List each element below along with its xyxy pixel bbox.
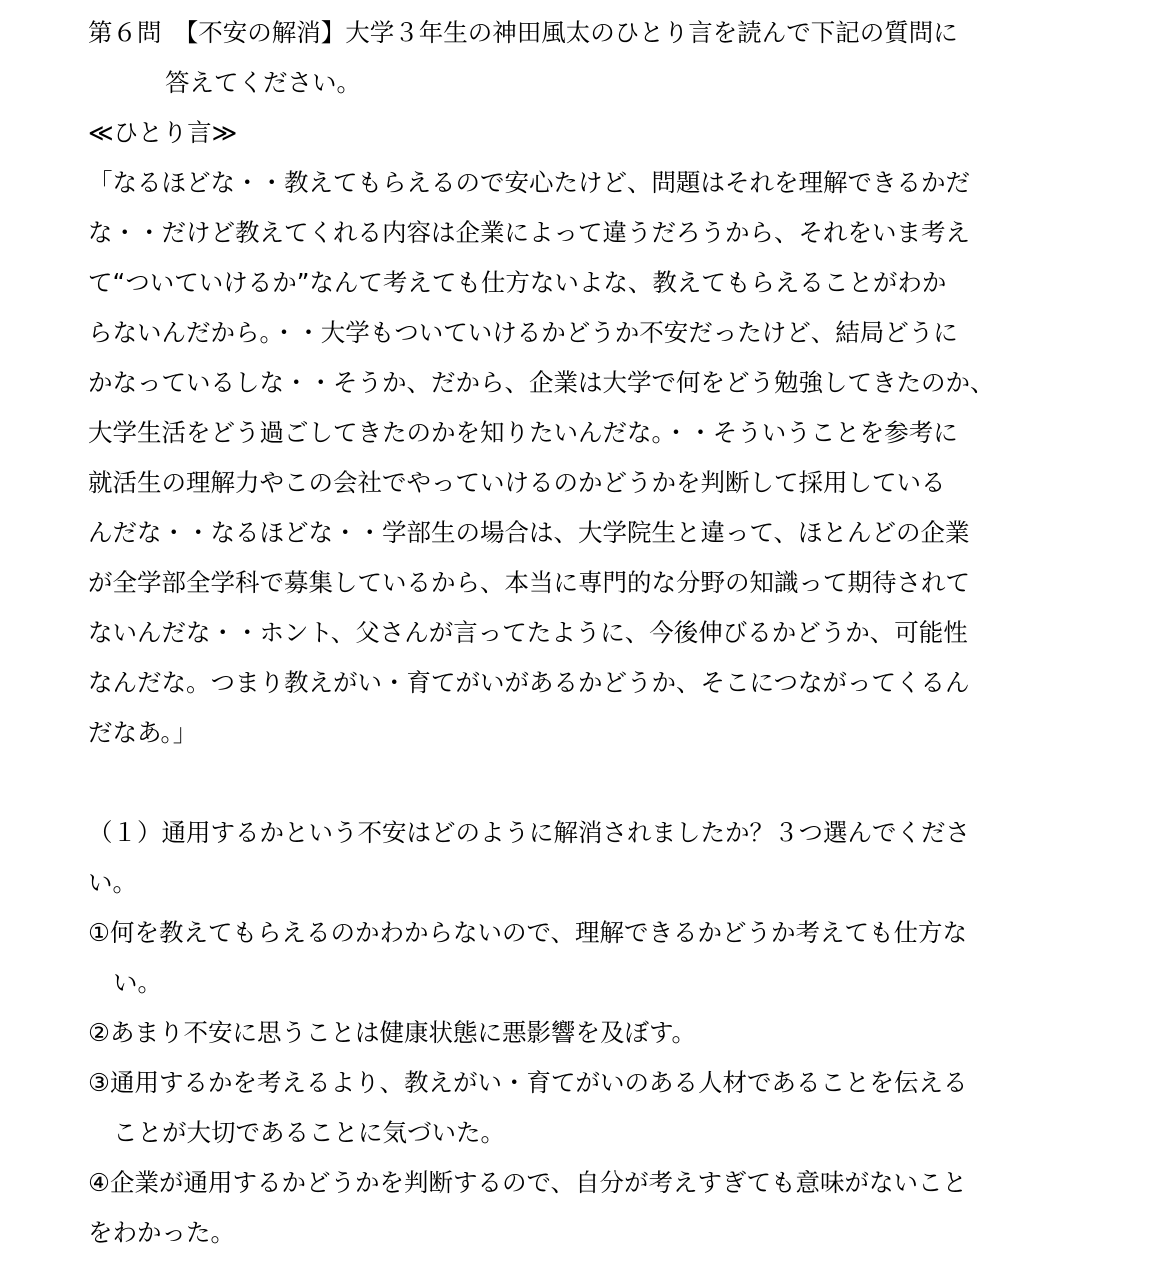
subquestion-text-continued: い。	[88, 868, 137, 897]
document-page	[88, 8, 993, 1258]
option-1-continued: い。	[113, 968, 162, 997]
monologue-line: だなあ。」	[88, 718, 198, 747]
monologue-line: 大学生活をどう過ごしてきたのかを知りたいんだな。・・そういうことを参考に	[88, 418, 958, 447]
monologue-line: ないんだな・・ホント、父さんが言ってたように、今後伸びるかどうか、可能性	[88, 618, 968, 647]
monologue-line: らないんだから。・・大学もついていけるかどうか不安だったけど、結局どうに	[88, 318, 958, 347]
monologue-line: かなっているしな・・そうか、だから、企業は大学で何をどう勉強してきたのか、	[88, 368, 995, 397]
monologue-line: 「なるほどな・・教えてもらえるので安心たけど、問題はそれを理解できるかだ	[88, 168, 970, 197]
monologue-line: な・・だけど教えてくれる内容は企業によって違うだろうから、それをいま考え	[88, 218, 970, 247]
option-4-continued: をわかった。	[88, 1218, 235, 1247]
option-1: ①何を教えてもらえるのかわからないので、理解できるかどうか考えても仕方な	[88, 918, 967, 947]
monologue-line: が全学部全学科で募集しているから、本当に専門的な分野の知識って期待されて	[88, 568, 970, 597]
monologue-line: て“ついていけるか”なんて考えても仕方ないよな、教えてもらえることがわか	[88, 268, 947, 297]
spacer	[88, 758, 993, 808]
monologue-title: ≪ひとり言≫	[88, 118, 238, 147]
monologue-line: んだな・・なるほどな・・学部生の場合は、大学院生と違って、ほとんどの企業	[88, 518, 970, 547]
option-3: ③通用するかを考えるより、教えがい・育てがいのある人材であることを伝える	[88, 1068, 968, 1097]
option-3-continued: ことが大切であることに気づいた。	[113, 1118, 505, 1147]
option-2: ②あまり不安に思うことは健康状態に悪影響を及ぼす。	[88, 1018, 697, 1047]
option-4: ④企業が通用するかどうかを判断するので、自分が考えすぎても意味がないこと	[88, 1168, 967, 1197]
subquestion-text: （１）通用するかという不安はどのように解消されましたか？３つ選んでくださ	[88, 818, 970, 847]
monologue-line: なんだな。つまり教えがい・育てがいがあるかどうか、そこにつながってくるん	[88, 668, 970, 697]
question-heading: 第６問 【不安の解消】大学３年生の神田風太のひとり言を読んで下記の質問に	[88, 18, 958, 47]
question-heading-continued: 答えてください。	[165, 68, 361, 97]
monologue-line: 就活生の理解力やこの会社でやっていけるのかどうかを判断して採用している	[88, 468, 946, 497]
